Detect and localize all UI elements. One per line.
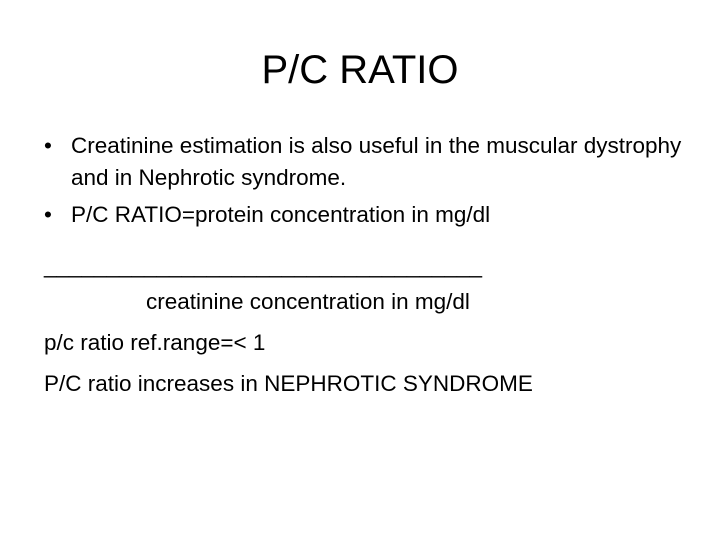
- fraction-denominator: creatinine concentration in mg/dl: [146, 289, 470, 314]
- bullet-marker: •: [44, 202, 52, 227]
- fraction-divider: ___________________________________: [44, 253, 482, 278]
- conclusion-text: P/C ratio increases in NEPHROTIC SYNDROME: [44, 371, 533, 396]
- slide-title: P/C RATIO: [261, 48, 459, 92]
- bullet-item: [44, 199, 684, 231]
- reference-range-text: p/c ratio ref.range=< 1: [44, 330, 266, 355]
- bullet-marker: •: [44, 133, 52, 158]
- bullet-item: [44, 130, 684, 194]
- bullet-text: P/C RATIO=protein concentration in mg/dl: [71, 202, 491, 227]
- bullet-text: Creatinine estimation is also useful in the muscular dystrophy and in Nephrotic syndrome.: [71, 133, 682, 190]
- bullet-list: [44, 130, 684, 236]
